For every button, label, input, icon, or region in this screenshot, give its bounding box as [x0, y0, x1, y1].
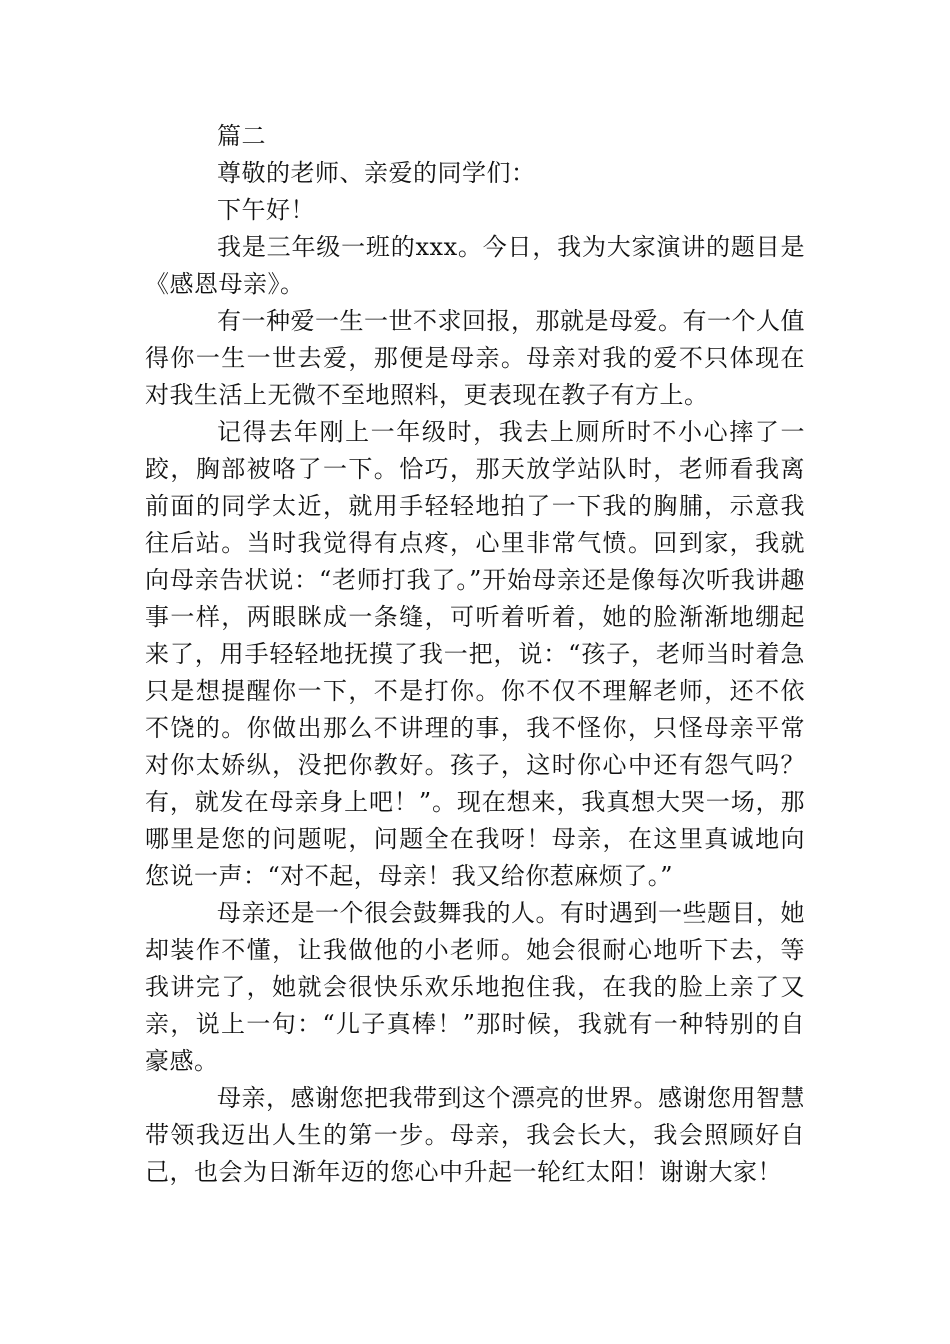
speech-paragraph-encouragement: 母亲还是一个很会鼓舞我的人。有时遇到一些题目，她却装作不懂，让我做他的小老师。她会很耐心地听下去，等我讲完了，她就会很快乐欢乐地抱住我，在我的脸上亲了又亲，说上一句：“儿子真棒！”那时候，我就有一种特别的自豪感。	[145, 899, 805, 1075]
speech-paragraph-intro: 我是三年级一班的xxx。今日，我为大家演讲的题目是《感恩母亲》。	[145, 233, 805, 298]
speech-salutation: 尊敬的老师、亲爱的同学们：	[217, 159, 536, 187]
speech-text	[145, 118, 805, 1191]
speech-paragraph-memory: 记得去年刚上一年级时，我去上厕所时不小心摔了一跤，胸部被咯了一下。恰巧，那天放学站队时，老师看我离前面的同学太近，就用手轻轻地拍了一下我的胸脯，示意我往后站。当时我觉得有点疼，心里非常气愤。回到家，我就向母亲告状说：“老师打我了。”开始母亲还是像每次听我讲趣事一样，两眼眯成一条缝，可听着听着，她的脸渐渐地绷起来了，用手轻轻地抚摸了我一把，说：“孩子，老师当时着急只是想提醒你一下，不是打你。你不仅不理解老师，还不依不饶的。你做出那么不讲理的事，我不怪你，只怪母亲平常对你太娇纵，没把你教好。孩子，这时你心中还有怨气吗？有，就发在母亲身上吧！”。现在想来，我真想大哭一场，那哪里是您的问题呢，问题全在我呀！母亲，在这里真诚地向您说一声：“对不起，母亲！我又给你惹麻烦了。”	[145, 418, 805, 890]
speech-greeting: 下午好！	[217, 196, 315, 224]
speech-paragraph-thanks: 母亲，感谢您把我带到这个漂亮的世界。感谢您用智慧带领我迈出人生的第一步。母亲，我会长大，我会照顾好自己，也会为日渐年迈的您心中升起一轮红太阳！谢谢大家！	[145, 1084, 805, 1186]
speech-paragraph-motherly-love: 有一种爱一生一世不求回报，那就是母爱。有一个人值得你一生一世去爱，那便是母亲。母亲对我的爱不只体现在对我生活上无微不至地照料，更表现在教子有方上。	[145, 307, 805, 409]
speech-heading: 篇二	[217, 122, 266, 150]
